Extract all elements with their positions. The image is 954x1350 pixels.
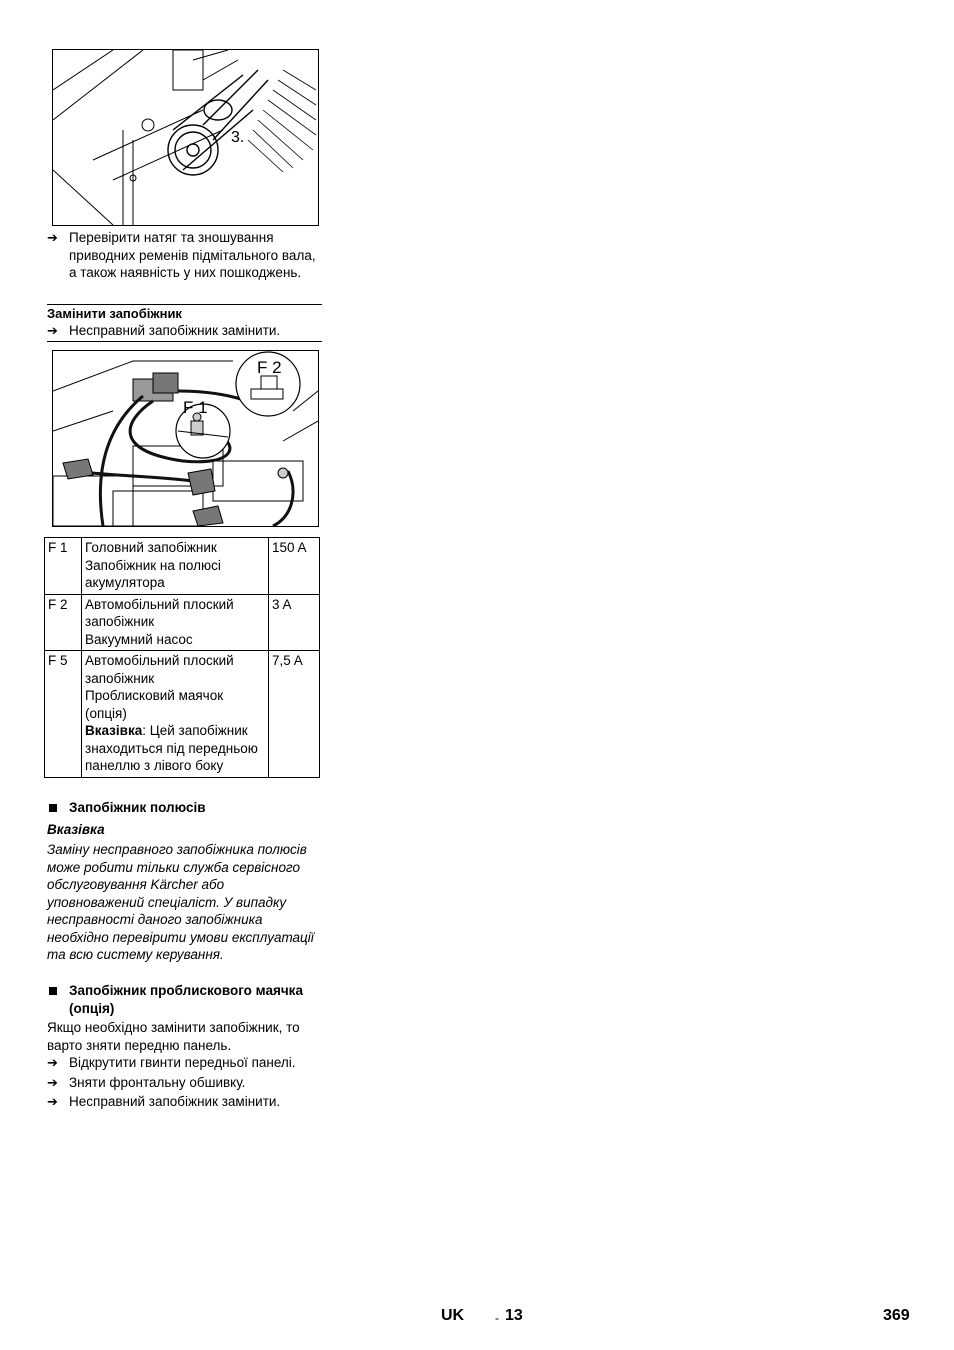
arrow-right-icon: ➔ (47, 230, 58, 245)
beacon-fuse-heading (47, 982, 322, 1017)
footer-separator: - (495, 1311, 499, 1325)
fuse-id: F 5 (45, 651, 82, 778)
fuse-description-line: Запобіжник на полюсі акумулятора (85, 557, 221, 590)
pole-fuse-note: Заміну несправного запобіжника полюсів може робити тільки служба сервісного обслуговування Kärcher або уповноважений спеціаліст. У випадку несправності даного запобіжника необхідно перевірити умови експлуатації та всю систему керування. (47, 842, 314, 962)
fuse-description (82, 651, 269, 778)
fuse-description (82, 594, 269, 651)
fuse-table-wrap (44, 537, 320, 778)
arrow-right-icon: ➔ (47, 1074, 58, 1090)
beacon-fuse-intro: Якщо необхідно замінити запобіжник, то варто зняти передню панель. (47, 1020, 300, 1053)
label-f2: F 2 (257, 358, 282, 377)
fuse-note (85, 722, 265, 775)
belt-drive-illustration (53, 50, 318, 225)
square-bullet-icon (47, 799, 69, 817)
list-item (47, 1093, 327, 1111)
fuse-rating: 7,5 A (269, 651, 320, 778)
step-text: Відкрутити гвинти передньої панелі. (69, 1055, 296, 1070)
check-belts-text: Перевірити натяг та зношування приводних ременів підмітального вала, а також наявність у них пошкоджень. (69, 230, 316, 280)
pole-fuse-heading (47, 799, 322, 817)
footer-lang: UK (441, 1307, 465, 1324)
footer-page-number: 369 (883, 1307, 910, 1324)
fuse-description-line: Автомобільний плоский запобіжник (85, 596, 234, 629)
replace-fuse-step (47, 322, 322, 342)
fuse-description-line: Головний запобіжник (85, 540, 217, 555)
fuse-description (82, 538, 269, 595)
fuse-note-label: Вказівка (85, 723, 143, 738)
beacon-fuse-steps (47, 1054, 327, 1111)
square-bullet-icon (47, 982, 69, 1017)
fuse-note-text: : Цей запобіжник знаходиться під передньою панеллю з лівого боку (85, 723, 258, 773)
arrow-right-icon: ➔ (47, 1055, 58, 1070)
step-text: Несправний запобіжник замінити. (69, 1094, 281, 1109)
replace-fuse-step-text: Несправний запобіжник замінити. (69, 323, 281, 338)
fuse-description-line: Проблисковий маячок (опція) (85, 688, 224, 721)
fuse-description-line: Автомобільний плоский запобіжник (85, 653, 234, 686)
list-item (47, 1054, 327, 1072)
pole-fuse-note-heading: Вказівка (47, 822, 105, 837)
table-row (45, 651, 320, 778)
fuse-id: F 1 (45, 538, 82, 595)
fuse-rating: 150 A (269, 538, 320, 595)
fuse-description-line: Вакуумний насос (85, 631, 193, 647)
arrow-right-icon: ➔ (47, 1094, 58, 1109)
arrow-right-icon: ➔ (47, 323, 58, 338)
list-item (47, 1074, 327, 1092)
fuse-table (44, 537, 320, 778)
check-belts-step (47, 229, 322, 282)
figure-fuses (52, 350, 319, 527)
label-f1: F 1 (183, 398, 208, 417)
fuse-rating: 3 A (269, 594, 320, 651)
figure-belt-drive (52, 49, 319, 226)
fuses-illustration (53, 351, 318, 526)
step-text: Зняти фронтальну обшивку. (69, 1074, 246, 1090)
fuse-id: F 2 (45, 594, 82, 651)
replace-fuse-title: Замінити запобіжник (47, 306, 182, 321)
footer-section-page: 13 (505, 1307, 523, 1324)
table-row (45, 538, 320, 595)
beacon-fuse-title: Запобіжник проблискового маячка (опція) (69, 983, 303, 1016)
table-row (45, 594, 320, 651)
callout-3: 3. (231, 129, 245, 146)
pole-fuse-title: Запобіжник полюсів (69, 800, 206, 815)
